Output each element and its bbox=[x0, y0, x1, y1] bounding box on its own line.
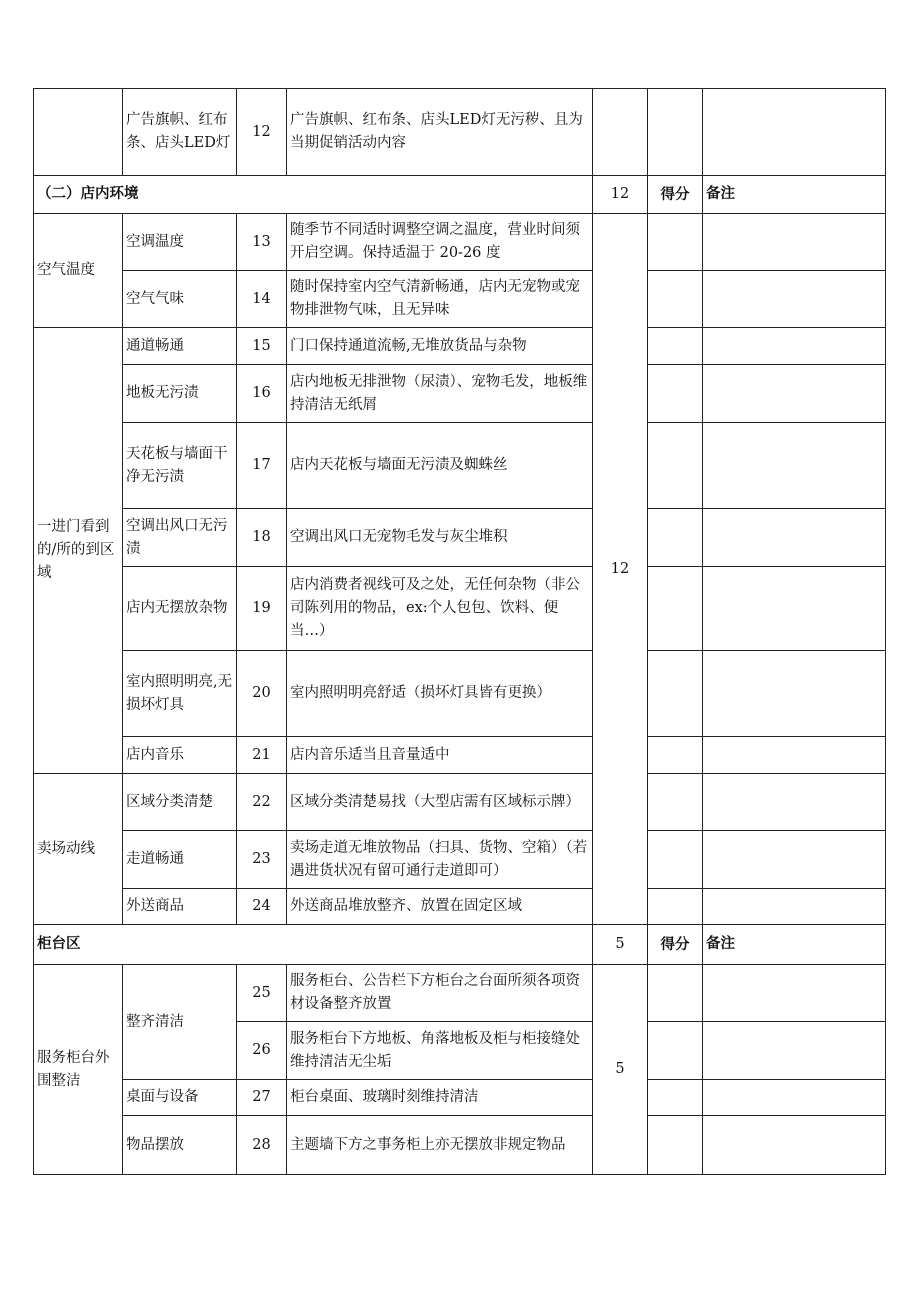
standard-cell: 区域分类清楚易找（大型店需有区域标示牌） bbox=[287, 774, 593, 831]
score-input-cell[interactable] bbox=[648, 89, 703, 176]
table-row bbox=[34, 1116, 886, 1175]
score-label: 得分 bbox=[648, 925, 703, 965]
score-input-cell[interactable] bbox=[648, 328, 703, 365]
note-input-cell[interactable] bbox=[703, 89, 886, 176]
note-input-cell[interactable] bbox=[703, 651, 886, 737]
note-label: 备注 bbox=[703, 176, 886, 214]
standard-cell: 外送商品堆放整齐、放置在固定区域 bbox=[287, 889, 593, 925]
table-row bbox=[34, 89, 886, 176]
item-number: 20 bbox=[237, 651, 287, 737]
score-input-cell[interactable] bbox=[648, 365, 703, 423]
item-number: 27 bbox=[237, 1080, 287, 1116]
table-row bbox=[34, 509, 886, 567]
table-row bbox=[34, 774, 886, 831]
table-row bbox=[34, 1080, 886, 1116]
standard-cell: 空调出风口无宠物毛发与灰尘堆积 bbox=[287, 509, 593, 567]
item-number: 17 bbox=[237, 423, 287, 509]
item-cell: 区域分类清楚 bbox=[123, 774, 237, 831]
item-cell: 店内音乐 bbox=[123, 737, 237, 774]
category-cell: 空气温度 bbox=[34, 214, 123, 328]
item-number: 19 bbox=[237, 567, 287, 651]
score-input-cell[interactable] bbox=[648, 737, 703, 774]
item-cell: 通道畅通 bbox=[123, 328, 237, 365]
standard-cell: 店内天花板与墙面无污渍及蜘蛛丝 bbox=[287, 423, 593, 509]
item-number: 16 bbox=[237, 365, 287, 423]
standard-cell: 卖场走道无堆放物品（扫具、货物、空箱）（若遇进货状况有留可通行走道即可） bbox=[287, 831, 593, 889]
score-input-cell[interactable] bbox=[648, 423, 703, 509]
item-cell: 外送商品 bbox=[123, 889, 237, 925]
note-input-cell[interactable] bbox=[703, 965, 886, 1022]
item-number: 28 bbox=[237, 1116, 287, 1175]
note-input-cell[interactable] bbox=[703, 214, 886, 271]
item-cell: 地板无污渍 bbox=[123, 365, 237, 423]
note-input-cell[interactable] bbox=[703, 831, 886, 889]
section-title: （二）店内环境 bbox=[34, 176, 593, 214]
score-input-cell[interactable] bbox=[648, 214, 703, 271]
item-cell: 空气气味 bbox=[123, 271, 237, 328]
group-weight: 5 bbox=[593, 965, 648, 1175]
standard-cell: 服务柜台下方地板、角落地板及柜与柜接缝处维持清洁无尘垢 bbox=[287, 1022, 593, 1080]
item-number: 24 bbox=[237, 889, 287, 925]
item-number: 14 bbox=[237, 271, 287, 328]
score-input-cell[interactable] bbox=[648, 1080, 703, 1116]
item-number: 26 bbox=[237, 1022, 287, 1080]
score-input-cell[interactable] bbox=[648, 1116, 703, 1175]
item-cell: 桌面与设备 bbox=[123, 1080, 237, 1116]
score-input-cell[interactable] bbox=[648, 509, 703, 567]
item-cell: 整齐清洁 bbox=[123, 965, 237, 1080]
table-row bbox=[34, 365, 886, 423]
inspection-table bbox=[33, 88, 886, 1175]
group-weight: 12 bbox=[593, 214, 648, 925]
item-number: 25 bbox=[237, 965, 287, 1022]
score-label: 得分 bbox=[648, 176, 703, 214]
item-cell: 室内照明明亮,无损坏灯具 bbox=[123, 651, 237, 737]
item-number: 13 bbox=[237, 214, 287, 271]
standard-cell: 广告旗帜、红布条、店头LED灯无污秽、且为当期促销活动内容 bbox=[287, 89, 593, 176]
table-row bbox=[34, 567, 886, 651]
standard-cell: 随时保持室内空气清新畅通，店内无宠物或宠物排泄物气味，且无异味 bbox=[287, 271, 593, 328]
note-input-cell[interactable] bbox=[703, 271, 886, 328]
item-number: 15 bbox=[237, 328, 287, 365]
standard-cell: 主题墙下方之事务柜上亦无摆放非规定物品 bbox=[287, 1116, 593, 1175]
category-cell: 服务柜台外围整洁 bbox=[34, 965, 123, 1175]
item-number: 21 bbox=[237, 737, 287, 774]
item-cell: 天花板与墙面干净无污渍 bbox=[123, 423, 237, 509]
score-input-cell[interactable] bbox=[648, 889, 703, 925]
table-row bbox=[34, 651, 886, 737]
standard-cell: 店内音乐适当且音量适中 bbox=[287, 737, 593, 774]
score-input-cell[interactable] bbox=[648, 774, 703, 831]
note-input-cell[interactable] bbox=[703, 509, 886, 567]
item-cell: 店内无摆放杂物 bbox=[123, 567, 237, 651]
standard-cell: 店内地板无排泄物（尿渍）、宠物毛发，地板维持清洁无纸屑 bbox=[287, 365, 593, 423]
table-row bbox=[34, 271, 886, 328]
note-input-cell[interactable] bbox=[703, 567, 886, 651]
item-cell: 广告旗帜、红布条、店头LED灯 bbox=[123, 89, 237, 176]
note-input-cell[interactable] bbox=[703, 365, 886, 423]
note-label: 备注 bbox=[703, 925, 886, 965]
category-cell: 一进门看到的/所的到区域 bbox=[34, 328, 123, 774]
item-number: 12 bbox=[237, 89, 287, 176]
note-input-cell[interactable] bbox=[703, 1022, 886, 1080]
section-header bbox=[34, 176, 886, 214]
standard-cell: 服务柜台、公告栏下方柜台之台面所须各项资材设备整齐放置 bbox=[287, 965, 593, 1022]
note-input-cell[interactable] bbox=[703, 737, 886, 774]
table-row bbox=[34, 965, 886, 1022]
category-cell bbox=[34, 89, 123, 176]
standard-cell: 随季节不同适时调整空调之温度，营业时间须开启空调。保持适温于 20-26 度 bbox=[287, 214, 593, 271]
section-score: 5 bbox=[593, 925, 648, 965]
weight-cell bbox=[593, 89, 648, 176]
category-cell: 卖场动线 bbox=[34, 774, 123, 925]
item-cell: 空调温度 bbox=[123, 214, 237, 271]
score-input-cell[interactable] bbox=[648, 1022, 703, 1080]
score-input-cell[interactable] bbox=[648, 567, 703, 651]
note-input-cell[interactable] bbox=[703, 889, 886, 925]
score-input-cell[interactable] bbox=[648, 271, 703, 328]
table-row bbox=[34, 831, 886, 889]
score-input-cell[interactable] bbox=[648, 831, 703, 889]
standard-cell: 门口保持通道流畅,无堆放货品与杂物 bbox=[287, 328, 593, 365]
standard-cell: 店内消费者视线可及之处，无任何杂物（非公司陈列用的物品，ex:个人包包、饮料、便当…） bbox=[287, 567, 593, 651]
note-input-cell[interactable] bbox=[703, 1080, 886, 1116]
section-score: 12 bbox=[593, 176, 648, 214]
standard-cell: 柜台桌面、玻璃时刻维持清洁 bbox=[287, 1080, 593, 1116]
table-row bbox=[34, 737, 886, 774]
item-number: 22 bbox=[237, 774, 287, 831]
table-row bbox=[34, 423, 886, 509]
section-header bbox=[34, 925, 886, 965]
note-input-cell[interactable] bbox=[703, 1116, 886, 1175]
item-number: 18 bbox=[237, 509, 287, 567]
note-input-cell[interactable] bbox=[703, 328, 886, 365]
item-cell: 物品摆放 bbox=[123, 1116, 237, 1175]
standard-cell: 室内照明明亮舒适（损坏灯具皆有更换） bbox=[287, 651, 593, 737]
note-input-cell[interactable] bbox=[703, 423, 886, 509]
item-number: 23 bbox=[237, 831, 287, 889]
score-input-cell[interactable] bbox=[648, 965, 703, 1022]
table-row bbox=[34, 328, 886, 365]
table-row bbox=[34, 214, 886, 271]
section-title: 柜台区 bbox=[34, 925, 593, 965]
item-cell: 走道畅通 bbox=[123, 831, 237, 889]
note-input-cell[interactable] bbox=[703, 774, 886, 831]
score-input-cell[interactable] bbox=[648, 651, 703, 737]
table-row bbox=[34, 889, 886, 925]
item-cell: 空调出风口无污渍 bbox=[123, 509, 237, 567]
